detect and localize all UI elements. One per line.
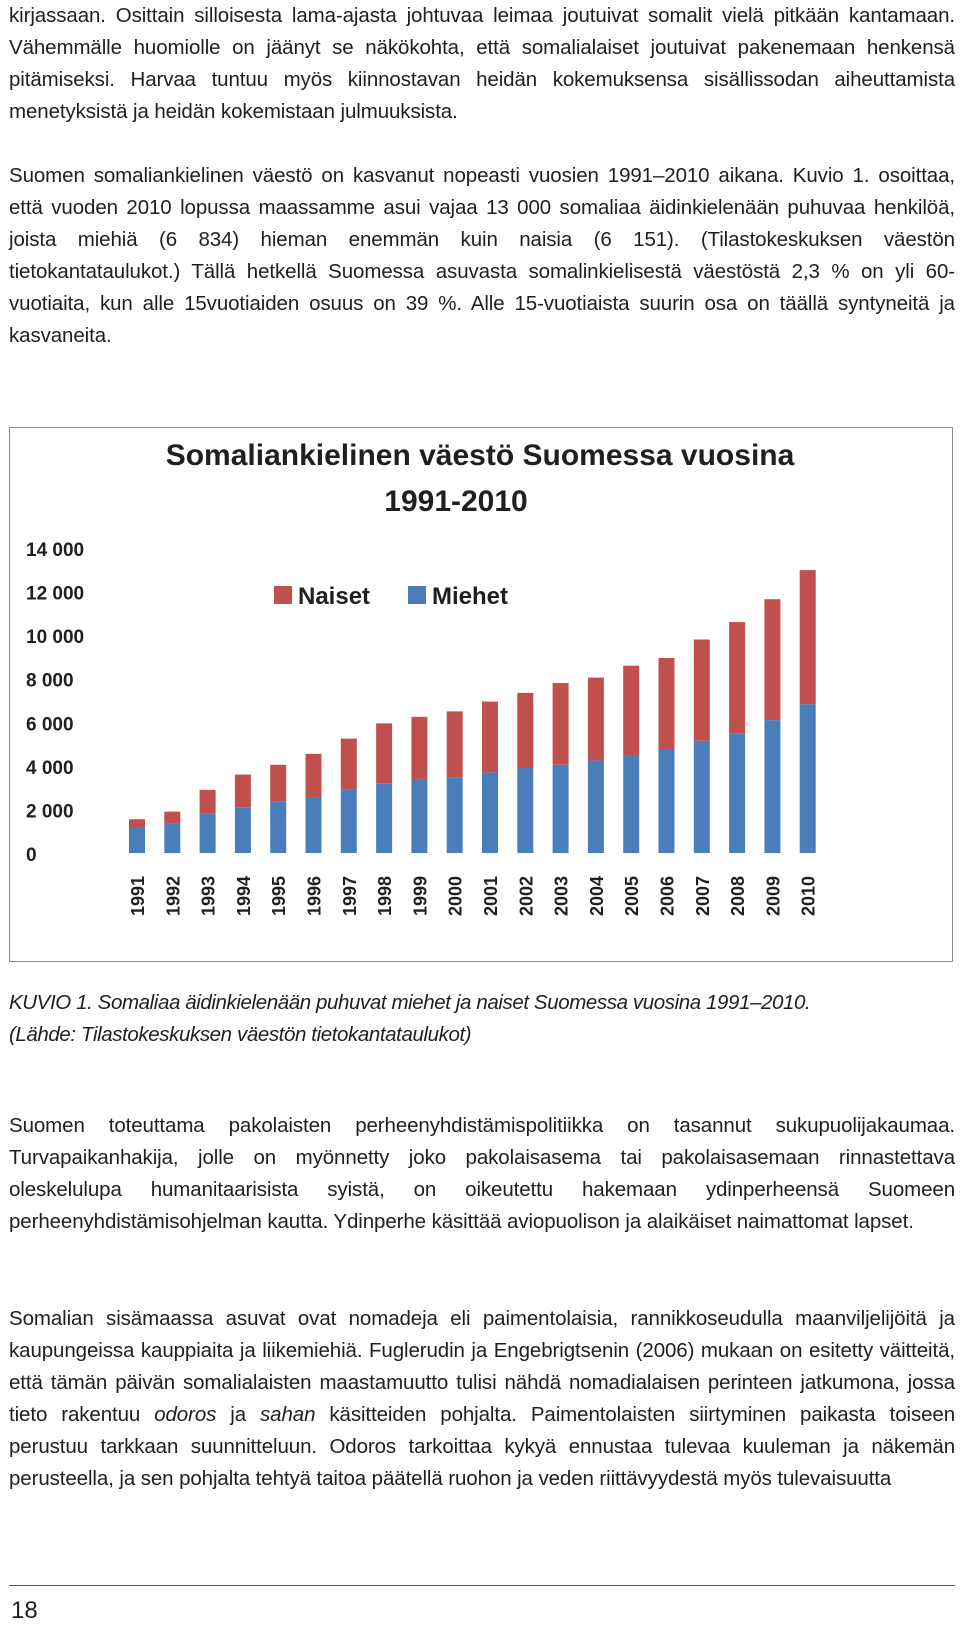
bar-miehet [129, 828, 145, 853]
bar-naiset [376, 723, 392, 783]
bar-miehet [517, 768, 533, 853]
legend-swatch-naiset [274, 586, 292, 604]
bar-miehet [341, 790, 357, 853]
term-odoros: odoros [154, 1403, 217, 1426]
x-tick-label: 2010 [798, 876, 819, 917]
x-tick-label: 1997 [339, 876, 360, 917]
x-tick-label: 1991 [128, 876, 148, 917]
bar-naiset [270, 765, 286, 802]
term-sahan: sahan [260, 1403, 316, 1426]
figure-caption [9, 987, 955, 1051]
bar-miehet [588, 760, 604, 853]
y-tick-label: 10 000 [26, 627, 85, 649]
paragraph-nomads-part-3: käsitteiden pohjalta. Paimentolaisten siirtyminen paikasta toiseen perustuu tarkkaan suunnitteluun. Odoros tarkoittaa kykyä ennustaa tulevaa kuuleman ja näkemän perusteella, ja sen pohjalta tehtyä taitoa päätellä ruohon ja veden riittävyydestä myös tulevaisuutta [9, 1403, 955, 1490]
bar-naiset [447, 711, 463, 777]
bar-miehet [164, 824, 180, 853]
x-tick-label: 2008 [728, 876, 749, 917]
bar-miehet [235, 807, 251, 853]
bar-naiset [623, 666, 639, 755]
bar-naiset [200, 790, 216, 814]
x-tick-label: 1998 [375, 876, 396, 917]
x-tick-label: 2005 [622, 876, 643, 917]
bar-naiset [517, 693, 533, 768]
footer-divider [9, 1585, 955, 1586]
bar-miehet [306, 797, 322, 853]
bar-naiset [235, 775, 251, 808]
bar-naiset [588, 678, 604, 761]
bar-naiset [164, 812, 180, 824]
bar-miehet [800, 704, 816, 853]
y-tick-label: 4 000 [26, 757, 74, 779]
x-tick-label: 1996 [304, 876, 325, 917]
bar-naiset [553, 683, 569, 765]
y-tick-label: 0 [26, 845, 37, 866]
chart-figure [9, 427, 953, 962]
x-tick-label: 2000 [445, 876, 466, 917]
bar-naiset [729, 622, 745, 733]
bar-miehet [659, 750, 675, 853]
y-tick-label: 14 000 [26, 540, 85, 561]
x-tick-label: 2007 [692, 876, 713, 917]
legend-label-miehet: Miehet [432, 583, 509, 610]
bar-miehet [694, 741, 710, 853]
caption-line-1: KUVIO 1. Somaliaa äidinkielenään puhuvat miehet ja naiset Suomessa vuosina 1991–2010. [9, 991, 811, 1014]
bar-naiset [659, 658, 675, 750]
x-tick-label: 1992 [163, 876, 184, 917]
chart-title-line-2: 1991-2010 [384, 485, 528, 518]
stacked-bar-chart [10, 428, 952, 961]
x-tick-label: 2003 [551, 876, 572, 917]
x-tick-label: 1999 [410, 876, 431, 917]
paragraph-nomads-part-2: ja [216, 1403, 261, 1426]
bar-naiset [694, 640, 710, 741]
bar-naiset [129, 819, 145, 828]
bar-naiset [482, 702, 498, 773]
paragraph-family-reunification: Suomen toteuttama pakolaisten perheenyhdistämispolitiikka on tasannut sukupuolijakaumaa. Turvapaikanhakija, jolle on myönnetty joko pakolaisasema tai pakolaisasemaan rinnastettava oleskelulupa humanitaarisista syistä, on oikeutettu hakemaan ydinperheensä Suomeen perheenyhdistämisohjelman kautta. Ydinperhe käsittää aviopuolison ja alaikäiset naimattomat lapset. [9, 1114, 955, 1233]
x-tick-label: 2001 [481, 876, 501, 917]
x-tick-label: 2006 [657, 876, 678, 917]
y-tick-label: 6 000 [26, 714, 74, 736]
x-tick-label: 1993 [198, 876, 219, 917]
bar-miehet [447, 778, 463, 853]
y-tick-label: 8 000 [26, 670, 74, 692]
bar-miehet [482, 772, 498, 853]
bar-naiset [411, 717, 427, 779]
x-tick-label: 2004 [586, 876, 607, 917]
caption-line-2: (Lähde: Tilastokeskuksen väestön tietokantataulukot) [9, 1023, 472, 1046]
paragraph-nomads [9, 1303, 955, 1495]
bar-miehet [553, 765, 569, 853]
y-tick-label: 2 000 [26, 801, 74, 823]
bar-naiset [764, 599, 780, 720]
legend-label-naiset: Naiset [298, 583, 371, 610]
bar-miehet [376, 783, 392, 853]
y-tick-label: 12 000 [26, 583, 85, 605]
x-tick-label: 2009 [763, 876, 784, 917]
x-tick-label: 2002 [516, 876, 537, 917]
chart-title-line-1: Somaliankielinen väestö Suomessa vuosina [165, 439, 795, 472]
paragraph-nomads-part-1: Somalian sisämaassa asuvat ovat nomadeja eli paimentolaisia, rannikkoseudulla maanviljelijöitä ja kaupungeissa kauppiaita ja liikemiehiä. Fuglerudin ja Engebrigtsenin (2006) mukaan on esitetty väitteitä, että tämän päivän somalialaisten maastamuutto tulisi nähdä nomadialaisen perinteen jatkumona, jossa tieto rakentuu [9, 1307, 955, 1426]
bar-miehet [270, 802, 286, 853]
legend-swatch-miehet [408, 586, 426, 604]
bar-miehet [729, 733, 745, 853]
x-tick-label: 1995 [269, 876, 290, 917]
bar-naiset [341, 739, 357, 790]
bar-naiset [800, 570, 816, 704]
bar-miehet [200, 814, 216, 853]
x-tick-label: 1994 [233, 876, 254, 917]
paragraph-population: Suomen somaliankielinen väestö on kasvanut nopeasti vuosien 1991–2010 aikana. Kuvio 1. osoittaa, että vuoden 2010 lopussa maassamme asui vajaa 13 000 somaliaa äidinkielenään puhuvaa henkilöä, joista miehiä (6 834) hieman enemmän kuin naisia (6 151). (Tilastokeskuksen väestön tietokantataulukot.) Tällä hetkellä Suomessa asuvasta somalinkielisestä väestöstä 2,3 % on yli 60-vuotiaita, kun alle 15vuotiaiden osuus on 39 %. Alle 15-vuotiaista suurin osa on täällä syntyneitä ja kasvaneita. [9, 164, 955, 347]
paragraph-intro: kirjassaan. Osittain silloisesta lama-ajasta johtuvaa leimaa joutuivat somalit vielä pitkään kantamaan. Vähemmälle huomiolle on jäänyt se näkökohta, että somalialaiset joutuivat pakenemaan henkensä pitämiseksi. Harvaa tuntuu myös kiinnostavan heidän kokemuksensa sisällissodan aiheuttamista menetyksistä ja heidän kokemistaan julmuuksista. [9, 4, 955, 123]
bar-miehet [411, 779, 427, 853]
page-number: 18 [11, 1597, 38, 1624]
bar-naiset [306, 754, 322, 798]
bar-miehet [764, 720, 780, 853]
bar-miehet [623, 755, 639, 853]
